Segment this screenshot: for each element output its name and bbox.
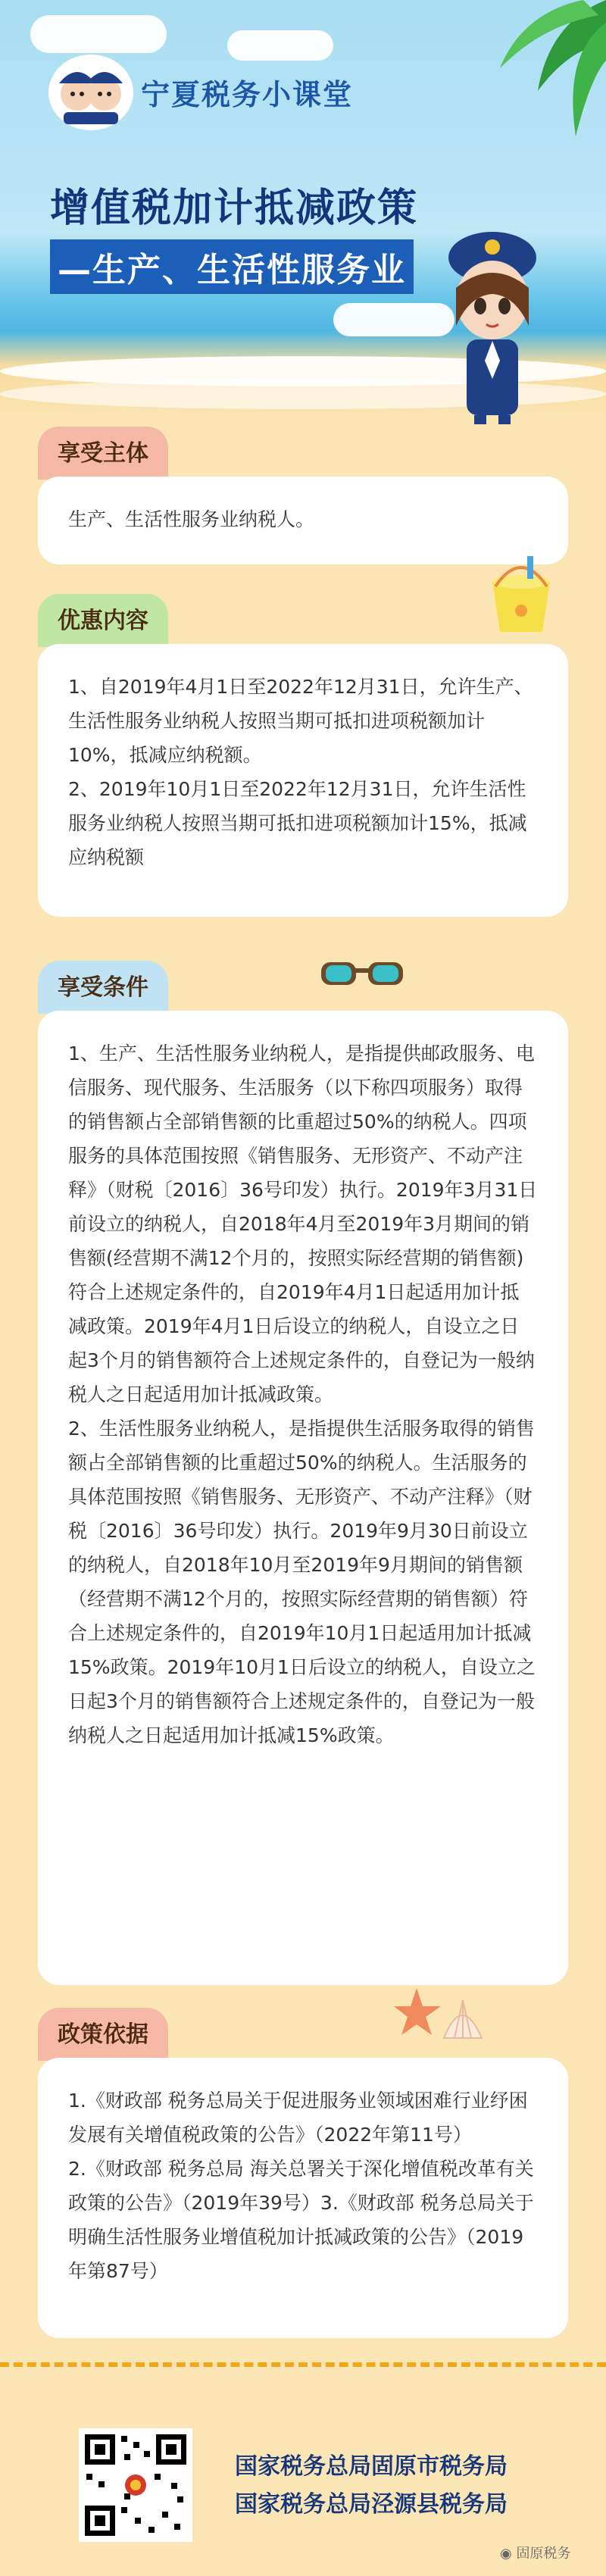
section-heading: 优惠内容	[38, 594, 168, 647]
wechat-icon: ◉	[500, 2546, 517, 2562]
paragraph: 1、生产、生活性服务业纳税人，是指提供邮政服务、电信服务、现代服务、生活服务（以下称四项服务）取得的销售额占全部销售额的比重超过50%的纳税人。四项服务的具体范围按照《销售服务、无形资产、不动产注释》（财税〔2016〕36号印发）执行。2019年3月31日前设立的纳税人，自2018年4月至2019年3月期间的销售额(经营期不满12个月的，按照实际经营期的销售额)符合上述规定条件的，自2019年4月1日起适用加计抵减政策。2019年4月1日后设立的纳税人，自设立之日起3个月的销售额符合上述规定条件的，自登记为一般纳税人之日起适用加计抵减政策。	[68, 1043, 538, 1405]
sunglasses-icon	[318, 955, 406, 993]
watermark	[500, 2543, 570, 2562]
divider	[0, 2362, 606, 2367]
tax-officer-girl-icon	[432, 227, 553, 424]
paragraph: 1.《财政部 税务总局关于促进服务业领域困难行业纾困发展有关增值税政策的公告》（2022年第11号）	[68, 2090, 528, 2146]
palm-leaf-icon	[454, 0, 606, 152]
brand-title: 宁夏税务小课堂	[141, 78, 354, 111]
section-card	[38, 477, 568, 564]
watermark-text: 固原税务	[516, 2546, 571, 2562]
qr-code-icon	[79, 2428, 192, 2542]
section-heading: 享受条件	[38, 961, 168, 1014]
cloud	[227, 30, 333, 61]
organization-name: 国家税务总局固原市税务局	[235, 2453, 508, 2480]
paragraph: 2、2019年10月1日至2022年12月31日，允许生活性服务业纳税人按照当期可抵扣进项税额加计15%，抵减应纳税额	[68, 778, 527, 868]
paragraph: 生产、生活性服务业纳税人。	[68, 508, 315, 530]
section-heading: 政策依据	[38, 2008, 168, 2061]
tax-mascot-logo-icon	[47, 50, 135, 132]
section-card	[38, 644, 568, 917]
paragraph: 2.《财政部 税务总局 海关总署关于深化增值税改革有关政策的公告》（2019年39号）3.《财政部 税务总局关于明确生活性服务业增值税加计抵减政策的公告》（2019年第87号）	[68, 2158, 534, 2282]
section-card	[38, 1011, 568, 1985]
section-heading: 享受主体	[38, 427, 168, 480]
hero-banner	[0, 0, 606, 424]
sand-bucket-icon	[482, 556, 561, 635]
section-card	[38, 2058, 568, 2338]
organization-name: 国家税务总局泾源县税务局	[235, 2491, 508, 2518]
cloud	[30, 15, 167, 53]
page-subtitle: —生产、生活性服务业	[50, 239, 414, 294]
paragraph: 1、自2019年4月1日至2022年12月31日，允许生产、生活性服务业纳税人按照当期可抵扣进项税额加计10%，抵减应纳税额。	[68, 676, 533, 766]
starfish-shell-icon	[394, 1985, 485, 2046]
paragraph: 2、生活性服务业纳税人，是指提供生活服务取得的销售额占全部销售额的比重超过50%的纳税人。生活服务的具体范围按照《销售服务、无形资产、不动产注释》（财税〔2016〕36号印发）执行。2019年9月30日前设立的纳税人，自2018年10月至2019年9月期间的销售额（经营期不满12个月的，按照实际经营期的销售额）符合上述规定条件的，自2019年10月1日起适用加计抵减15%政策。2019年10月1日后设立的纳税人，自设立之日起3个月的销售额符合上述规定条件的，自登记为一般纳税人之日起适用加计抵减15%政策。	[68, 1418, 536, 1746]
page-title: 增值税加计抵减政策	[50, 186, 419, 231]
